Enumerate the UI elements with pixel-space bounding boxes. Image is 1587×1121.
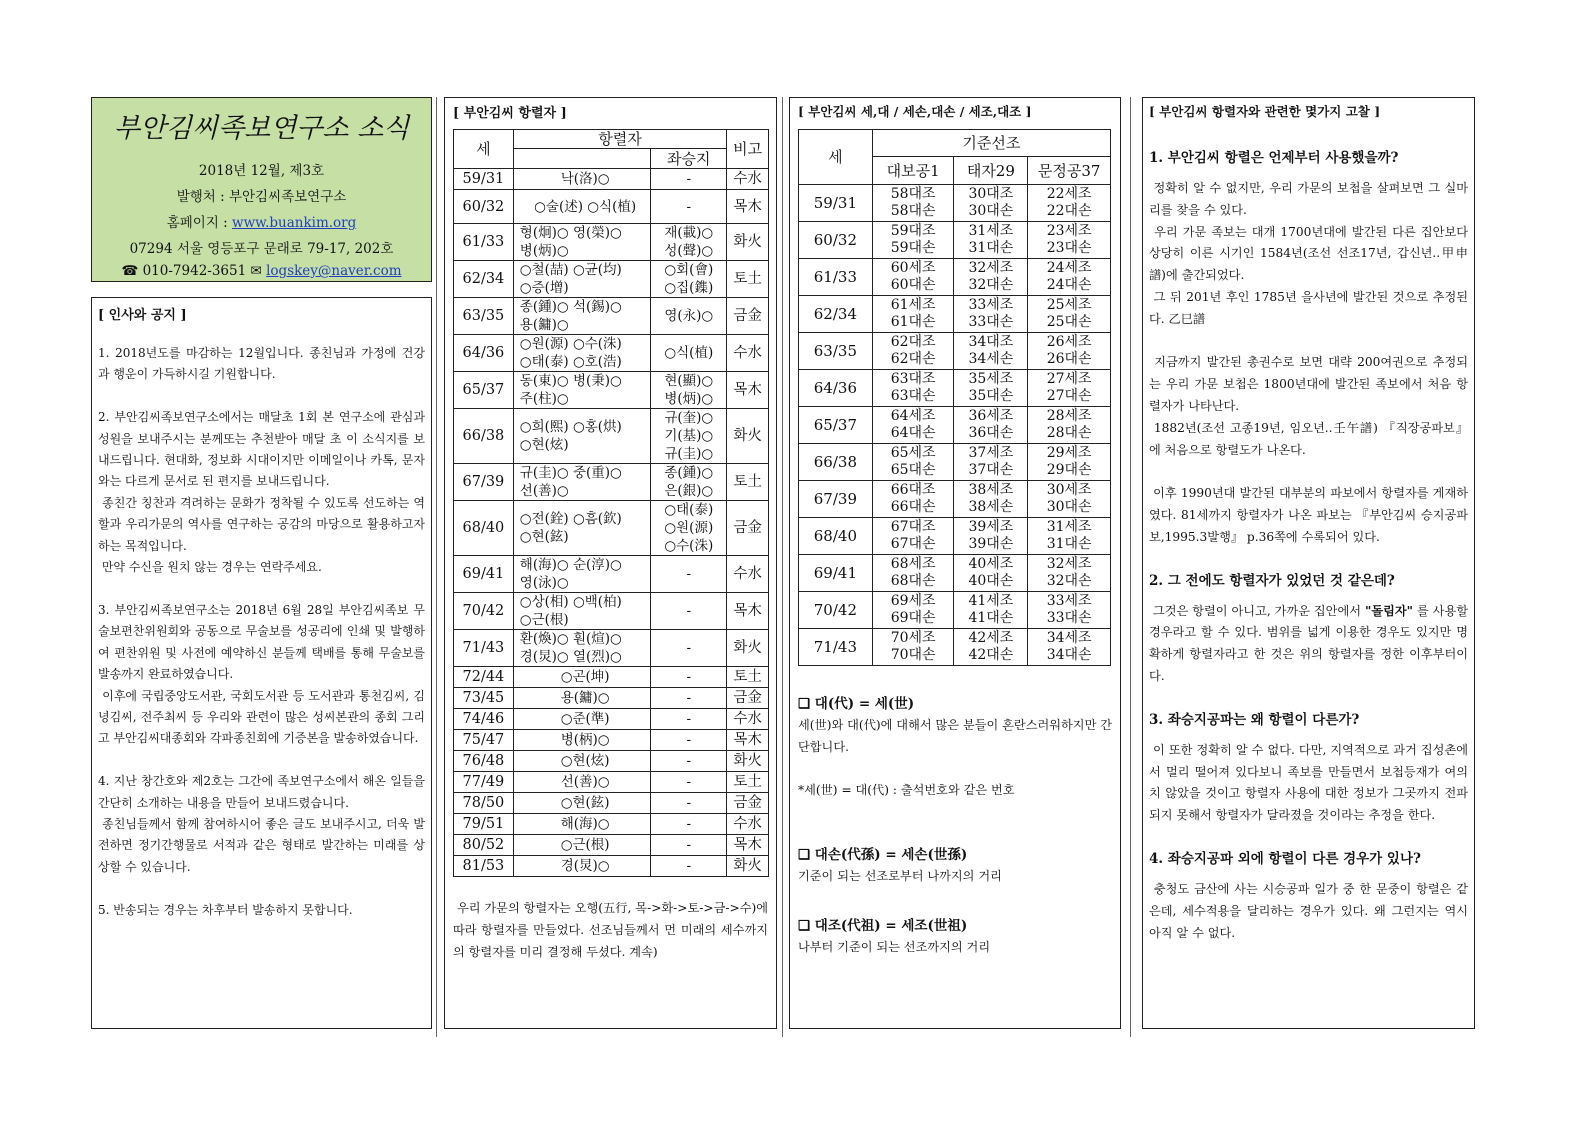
bigo-cell: 목木 [727,730,769,751]
se-cell: 69/41 [799,555,873,592]
bigo-cell: 화火 [727,409,769,464]
table-row [799,296,1111,333]
generation-cell: 26세조 26대손 [1028,333,1111,370]
se-cell: 78/50 [454,793,514,814]
se-cell: 64/36 [799,370,873,407]
name-cell: ○희(熙) ○홍(烘) ○현(炫) [513,409,651,464]
header-daebogong: 대보공1 [872,157,954,185]
jwa-cell: - [651,593,727,630]
table-row [799,629,1111,666]
name-cell: 종(鍾)○ 석(錫)○ 용(鏞)○ [513,298,651,335]
jwa-cell: - [651,709,727,730]
generation-cell: 63대조 63대손 [872,370,954,407]
jwa-cell: 규(奎)○ 기(基)○ 규(圭)○ [651,409,727,464]
question-3: 3. 좌승지공파는 왜 항렬이 다른가? [1149,711,1360,728]
se-cell: 74/46 [454,709,514,730]
generation-cell: 68세조 68대손 [872,555,954,592]
name-cell: 동(東)○ 병(秉)○ 주(柱)○ [513,372,651,409]
table-row [454,730,769,751]
bigo-cell: 목木 [727,835,769,856]
sedae-section [789,97,1121,1029]
answer-2 [1149,601,1472,688]
se-cell: 71/43 [454,630,514,667]
question-1: 1. 부안김씨 항렬은 언제부터 사용했을까? [1149,150,1399,166]
se-cell: 67/39 [454,464,514,501]
jwa-cell: - [651,835,727,856]
hangnyeol-section [444,97,777,1029]
name-cell: ○원(源) ○수(洙) ○태(泰) ○호(浩) [513,335,651,372]
generation-cell: 24세조 24대손 [1028,259,1111,296]
table-row [454,556,769,593]
se-cell: 62/34 [454,261,514,298]
table-row [454,856,769,877]
bigo-cell: 목木 [727,593,769,630]
homepage-label: 홈페이지 : [166,215,233,231]
name-cell: ○준(準) [513,709,651,730]
table-row [454,630,769,667]
jwa-cell: - [651,751,727,772]
table-row [454,261,769,298]
publisher: 발행처 : 부안김씨족보연구소 [176,189,347,205]
se-cell: 68/40 [454,501,514,556]
header-taeja: 태자29 [954,157,1028,185]
generation-cell: 42세조 42대손 [954,629,1028,666]
header-name: 항렬자 [513,130,726,149]
generation-cell: 38세조 38세손 [954,481,1028,518]
generation-cell: 59대조 59대손 [872,222,954,259]
se-cell: 63/35 [799,333,873,370]
generation-cell: 31세조 31대손 [1028,518,1111,555]
section-title: [ 인사와 공지 ] [98,308,187,323]
jwa-cell: - [651,793,727,814]
header-group: 기준선조 [872,130,1110,157]
table-row [454,224,769,261]
table-row [454,169,769,190]
bigo-cell: 토土 [727,667,769,688]
se-cell: 59/31 [454,169,514,190]
bigo-cell: 토土 [727,261,769,298]
phone-icon: ☎ [121,263,139,279]
bigo-cell: 수水 [727,335,769,372]
generation-cell: 30대조 30대손 [954,185,1028,222]
se-cell: 62/34 [799,296,873,333]
table-row [454,667,769,688]
se-cell: 80/52 [454,835,514,856]
bigo-cell: 수水 [727,709,769,730]
se-cell: 70/42 [799,592,873,629]
table-row [799,481,1111,518]
answer-2-text: 를 사용할 경우라고 할 수 있다. 범위를 넓게 이용한 경우도 있지만 명확하게 항렬자라고 한 것은 위의 항렬자를 정한 이후부터이다. [1149,603,1472,683]
study-section [1142,97,1475,1029]
mail-icon: ✉ [250,263,262,279]
se-cell: 71/43 [799,629,873,666]
table-row [454,793,769,814]
jwa-cell: 종(鍾)○ 은(銀)○ [651,464,727,501]
name-cell: 선(善)○ [513,772,651,793]
answer-2-emphasis: "돌림자" [1364,603,1413,618]
bigo-cell: 금金 [727,501,769,556]
name-cell: 경(炅)○ [513,856,651,877]
generation-cell: 30세조 30대손 [1028,481,1111,518]
header-munjeonggong: 문정공37 [1028,157,1111,185]
header-jwa: 좌승지 [651,149,727,169]
table-row [454,335,769,372]
bigo-cell: 화火 [727,630,769,667]
table-row [799,370,1111,407]
generation-cell: 32세조 32대손 [954,259,1028,296]
bigo-cell: 토土 [727,772,769,793]
se-cell: 68/40 [799,518,873,555]
table-row [799,518,1111,555]
name-cell: 환(煥)○ 훤(煊)○ 경(炅)○ 열(烈)○ [513,630,651,667]
definition-title: ❑ 대(代) = 세(世) [798,696,915,712]
name-cell: 병(柄)○ [513,730,651,751]
header-empty [513,149,651,169]
generation-cell: 33세조 33대손 [1028,592,1111,629]
generation-cell: 60세조 60대손 [872,259,954,296]
column-divider [1130,97,1131,1037]
generation-cell: 40세조 40대손 [954,555,1028,592]
generation-cell: 34대조 34세손 [954,333,1028,370]
table-row [799,333,1111,370]
se-cell: 76/48 [454,751,514,772]
hangnyeol-table [453,129,769,877]
column-divider [436,97,437,1037]
generation-cell: 31세조 31대손 [954,222,1028,259]
header-se: 세 [454,130,514,169]
generation-cell: 67대조 67대손 [872,518,954,555]
name-cell: ○현(鉉) [513,793,651,814]
se-cell: 67/39 [799,481,873,518]
definition-title: ❑ 대손(代孫) = 세손(世孫) [798,847,968,863]
table-row [454,772,769,793]
issue-info: 2018년 12월, 제3호 [198,163,325,179]
generation-cell: 23세조 23대손 [1028,222,1111,259]
definition-body: 나부터 기준이 되는 선조까지의 거리 [798,939,991,954]
se-cell: 72/44 [454,667,514,688]
header-bigo: 비고 [727,130,769,169]
jwa-cell: ○태(泰) ○원(源) ○수(洙) [651,501,727,556]
bigo-cell: 금金 [727,688,769,709]
name-cell: 규(圭)○ 중(重)○ 선(善)○ [513,464,651,501]
jwa-cell: 영(永)○ [651,298,727,335]
jwa-cell: - [651,667,727,688]
header-se: 세 [799,130,873,185]
table-row [454,688,769,709]
homepage-link[interactable]: www.buankim.org [232,215,357,231]
se-cell: 60/32 [454,190,514,224]
greeting-body: 1. 2018년도를 마감하는 12월입니다. 종친님과 가정에 건강과 행운이 가득하시길 기원합니다. 2. 부안김씨족보연구소에서는 매달초 1회 본 연구소에 관심과 성원을 보내주시는 분께또는 추천받아 매달 초 이 소식지를 보내드립니다. 현대화, 정보화 시대이지만 이메일이나 카톡, 문자와는 다르게 문서로 된 편지를 보내드립니다. 종친간 칭찬과 격려하는 문화가 정착될 수 있도록 선도하는 역할과 우리가문의 역사를 연구하는 공감의 마당으로 활용하고자 하는 목적입니다. 만약 수신을 원치 않는 경우는 연락주세요. 3. 부안김씨족보연구소는 2018년 6월 28일 부안김씨족보 무술보편찬위원회와 공동으로 무술보를 성공리에 인쇄 및 발행하여 편찬위원 및 사전에 예약하신 분들께 택배를 통해 무술보를 발송까지 완료하였습니다. 이후에 국립중앙도서관, 국회도서관 등 도서관과 통천김씨, 김녕김씨, 전주최씨 등 우리와 관련이 많은 성씨본관의 종회 그리고 부안김씨대종회와 각파종친회에 기증본을 발송하였습니다. 4. 지난 창간호와 제2호는 그간에 족보연구소에서 해온 일들을 간단히 소개하는 내용을 만들어 보내드렸습니다. 종친님들께서 함께 참여하시어 좋은 글도 보내주시고, 더욱 발전하면 정기간행물로 서적과 같은 형태로 발간하는 미래를 상상할 수 있습니다. 5. 반송되는 경우는 차후부터 발송하지 못합니다. [98,346,425,917]
generation-cell: 28세조 28대손 [1028,407,1111,444]
table-row [799,259,1111,296]
bigo-cell: 토土 [727,464,769,501]
se-cell: 81/53 [454,856,514,877]
jwa-cell: - [651,169,727,190]
definition-title: ❑ 대조(代祖) = 세조(世祖) [798,917,968,934]
se-cell: 66/38 [454,409,514,464]
table-row [799,444,1111,481]
table-row [454,835,769,856]
jwa-cell: 재(載)○ 성(聲)○ [651,224,727,261]
se-cell: 65/37 [799,407,873,444]
generation-cell: 41세조 41대손 [954,592,1028,629]
column-divider [782,97,783,1037]
hangnyeol-note: 우리 가문의 항렬자는 오행(五行, 목->화->토->금->수)에 따라 항렬자를 만들었다. 선조님들께서 먼 미래의 세수까지의 항렬자를 미리 결정해 두셨다. 계속) [453,901,772,959]
contact-line [92,263,431,279]
answer-4: 충청도 금산에 사는 시승공파 일가 중 한 문중이 항렬은 같은데, 세수적용을 달리하는 경우가 있다. 왜 그런지는 역시 아직 알 수 없다. [1149,881,1472,940]
table-row [799,185,1111,222]
table-row [799,222,1111,259]
table-row [454,709,769,730]
se-cell: 61/33 [799,259,873,296]
greeting-section [91,297,432,1029]
jwa-cell: - [651,556,727,593]
generation-cell: 32세조 32대손 [1028,555,1111,592]
sedae-table [798,129,1111,666]
section-title: [ 부안김씨 항렬자와 관련한 몇가지 고찰 ] [1149,104,1381,119]
answer-1: 정확히 알 수 없지만, 우리 가문의 보첩을 살펴보면 그 실마리를 찾을 수 있다. 우리 가문 족보는 대개 1700년대에 발간된 다른 집안보다 상당히 이른 시기인 1584년(조선 선조17년, 갑신년..甲申譜)에 출간되었다. 그 뒤 201년 후인 1785년 을사년에 발간된 것으로 추정된다. 乙巳譜 지금까지 발간된 총권수로 보면 대략 200여권으로 추정되는 우리 가문 보첩은 1800년대에 발간된 족보에서 처음 항렬자가 나타난다. 1882년(조선 고종19년, 임오년..壬午譜) 『직장공파보』에 처음으로 항렬도가 나온다. 이후 1990년대 발간된 대부분의 파보에서 항렬자를 게재하였다. 81세까지 항렬자가 나온 파보는 『부안김씨 승지공파보,1995.3발행』 p.36쪽에 수록되어 있다. [1149,181,1469,544]
address: 07294 서울 영등포구 문래로 79-17, 202호 [129,241,394,257]
generation-cell: 27세조 27대손 [1028,370,1111,407]
jwa-cell: ○식(植) [651,335,727,372]
generation-cell: 36세조 36대손 [954,407,1028,444]
name-cell: 해(海)○ [513,814,651,835]
generation-cell: 69세조 69대손 [872,592,954,629]
question-4: 4. 좌승지공파 외에 항렬이 다른 경우가 있나? [1149,850,1421,867]
name-cell: 형(炯)○ 영(榮)○ 병(炳)○ [513,224,651,261]
se-cell: 75/47 [454,730,514,751]
definition-body: 세(世)와 대(代)에 대해서 많은 분들이 혼란스러워하지만 간단합니다. *세(世) = 대(代) : 출석번호와 같은 번호 [798,718,1112,797]
masthead [91,97,432,282]
generation-cell: 37세조 37대손 [954,444,1028,481]
table-row [454,190,769,224]
phone-number: 010-7942-3651 [142,263,247,279]
name-cell: 낙(洛)○ [513,169,651,190]
generation-cell: 33세조 33대손 [954,296,1028,333]
se-cell: 61/33 [454,224,514,261]
se-cell: 64/36 [454,335,514,372]
name-cell: 해(海)○ 순(淳)○ 영(泳)○ [513,556,651,593]
email-link[interactable]: logskey@naver.com [266,263,402,279]
generation-cell: 64세조 64대손 [872,407,954,444]
bigo-cell: 수水 [727,556,769,593]
jwa-cell: - [651,856,727,877]
table-row [454,409,769,464]
generation-cell: 29세조 29대손 [1028,444,1111,481]
bigo-cell: 수水 [727,814,769,835]
bigo-cell: 화火 [727,856,769,877]
question-2: 2. 그 전에도 항렬자가 있었던 것 같은데? [1149,572,1395,589]
se-cell: 70/42 [454,593,514,630]
table-row [454,298,769,335]
jwa-cell: - [651,688,727,709]
answer-2-text: 그것은 항렬이 아니고, 가까운 집안에서 [1149,603,1365,618]
jwa-cell: - [651,772,727,793]
jwa-cell: ○회(會) ○집(鏶) [651,261,727,298]
bigo-cell: 금金 [727,298,769,335]
se-cell: 79/51 [454,814,514,835]
jwa-cell: 현(顯)○ 병(炳)○ [651,372,727,409]
bigo-cell: 화火 [727,224,769,261]
jwa-cell: - [651,190,727,224]
section-title: [ 부안김씨 항렬자 ] [453,106,567,121]
name-cell: 용(鏞)○ [513,688,651,709]
table-row [454,501,769,556]
name-cell: ○곤(坤) [513,667,651,688]
generation-cell: 61세조 61대손 [872,296,954,333]
bigo-cell: 목木 [727,190,769,224]
name-cell: ○현(炫) [513,751,651,772]
table-row [454,593,769,630]
bigo-cell: 수水 [727,169,769,190]
generation-cell: 70세조 70대손 [872,629,954,666]
se-cell: 63/35 [454,298,514,335]
generation-cell: 34세조 34대손 [1028,629,1111,666]
name-cell: ○상(相) ○백(柏) ○근(根) [513,593,651,630]
se-cell: 66/38 [799,444,873,481]
name-cell: ○전(銓) ○흠(欽) ○현(鉉) [513,501,651,556]
table-row [799,555,1111,592]
generation-cell: 65세조 65대손 [872,444,954,481]
definition-body: 기준이 되는 선조로부터 나까지의 거리 [798,869,1002,883]
table-row [454,751,769,772]
table-row [454,464,769,501]
jwa-cell: - [651,814,727,835]
jwa-cell: - [651,630,727,667]
jwa-cell: - [651,730,727,751]
generation-cell: 25세조 25대손 [1028,296,1111,333]
bigo-cell: 목木 [727,372,769,409]
se-cell: 77/49 [454,772,514,793]
homepage-line [92,211,431,231]
generation-cell: 39세조 39대손 [954,518,1028,555]
se-cell: 59/31 [799,185,873,222]
generation-cell: 22세조 22대손 [1028,185,1111,222]
generation-cell: 66대조 66대손 [872,481,954,518]
name-cell: ○술(述) ○식(植) [513,190,651,224]
bigo-cell: 금金 [727,793,769,814]
generation-cell: 35세조 35대손 [954,370,1028,407]
answer-3: 이 또한 정확히 알 수 없다. 다만, 지역적으로 과거 집성촌에서 멀리 떨어져 있다보니 족보를 만들면서 보첩등재가 여의치 않았을 것이고 항렬자 사용에 대한 정보가 그곳까지 전파되지 못해서 항렬자가 달라졌을 것이라는 추정을 한다. [1149,742,1468,823]
se-cell: 65/37 [454,372,514,409]
section-title: [ 부안김씨 세,대 / 세손,대손 / 세조,대조 ] [798,104,1032,119]
se-cell: 60/32 [799,222,873,259]
bigo-cell: 화火 [727,751,769,772]
se-cell: 73/45 [454,688,514,709]
se-cell: 69/41 [454,556,514,593]
newsletter-title: 부안김씨족보연구소 소식 [113,113,410,144]
table-row [799,407,1111,444]
generation-cell: 58대조 58대손 [872,185,954,222]
name-cell: ○근(根) [513,835,651,856]
table-row [799,592,1111,629]
generation-cell: 62대조 62대손 [872,333,954,370]
table-row [454,814,769,835]
table-row [454,372,769,409]
name-cell: ○철(喆) ○균(均) ○증(增) [513,261,651,298]
